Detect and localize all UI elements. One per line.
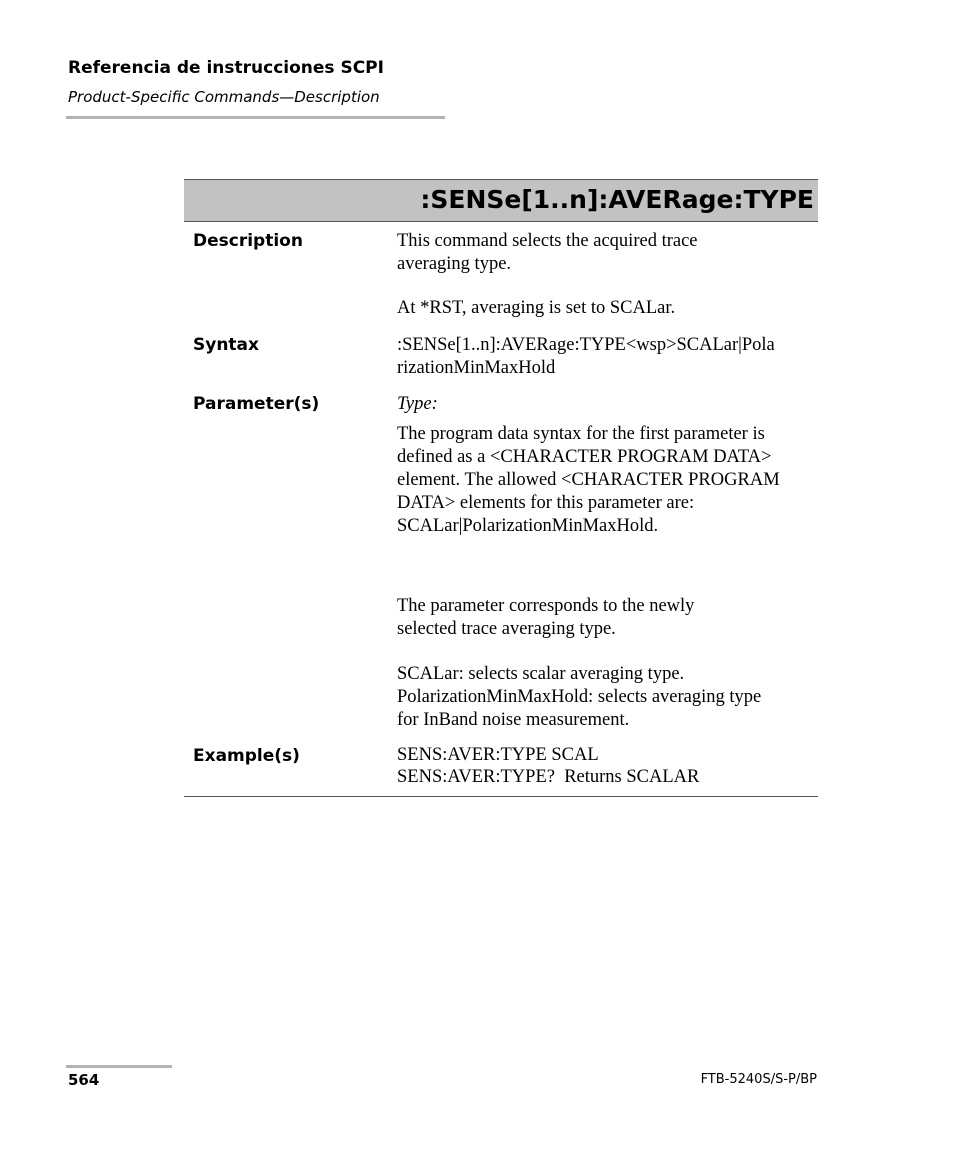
- description-text: [397, 230, 817, 276]
- parameter-body-line: The program data syntax for the first parameter is: [397, 424, 765, 444]
- running-header-subtitle: Product-Specific Commands—Description: [68, 88, 380, 106]
- parameter-meaning-line: selected trace averaging type.: [397, 619, 616, 639]
- parameter-body-line: SCALar|PolarizationMinMaxHold.: [397, 516, 659, 536]
- table-bottom-rule: [184, 796, 818, 797]
- parameter-name: Type:: [397, 394, 438, 414]
- example-line: SENS:AVER:TYPE SCAL: [397, 745, 599, 765]
- footer-rule: [66, 1065, 172, 1068]
- parameter-body: [397, 423, 817, 538]
- syntax-line: rizationMinMaxHold: [397, 358, 556, 378]
- parameter-body-line: defined as a <CHARACTER PROGRAM DATA>: [397, 447, 772, 467]
- description-line: averaging type.: [397, 254, 512, 274]
- parameter-meaning: [397, 595, 817, 641]
- product-model: FTB-5240S/S-P/BP: [700, 1072, 817, 1087]
- command-title-band: [184, 179, 818, 222]
- examples-label: Example(s): [193, 746, 300, 766]
- example-line: SENS:AVER:TYPE? Returns SCALAR: [397, 767, 700, 787]
- parameter-values-line: PolarizationMinMaxHold: selects averaging type: [397, 687, 762, 707]
- parameter-values-line: for InBand noise measurement.: [397, 710, 630, 730]
- header-rule: [66, 116, 445, 119]
- examples-text: [397, 744, 817, 788]
- parameter-body-line: element. The allowed <CHARACTER PROGRAM: [397, 470, 780, 490]
- parameter-values: [397, 663, 817, 732]
- syntax-line: :SENSe[1..n]:AVERage:TYPE<wsp>SCALar|Pola: [397, 335, 775, 355]
- parameter-values-line: SCALar: selects scalar averaging type.: [397, 664, 685, 684]
- page-number: 564: [68, 1071, 100, 1089]
- running-header-title: Referencia de instrucciones SCPI: [68, 58, 384, 78]
- description-label: Description: [193, 231, 303, 251]
- syntax-text: [397, 334, 827, 380]
- description-rst-text: [397, 297, 817, 320]
- command-title: :SENSe[1..n]:AVERage:TYPE: [420, 185, 814, 214]
- description-line: This command selects the acquired trace: [397, 231, 698, 251]
- syntax-label: Syntax: [193, 335, 259, 355]
- parameter-body-line: DATA> elements for this parameter are:: [397, 493, 695, 513]
- parameters-label: Parameter(s): [193, 394, 320, 414]
- parameter-meaning-line: The parameter corresponds to the newly: [397, 596, 695, 616]
- description-line: At *RST, averaging is set to SCALar.: [397, 298, 676, 318]
